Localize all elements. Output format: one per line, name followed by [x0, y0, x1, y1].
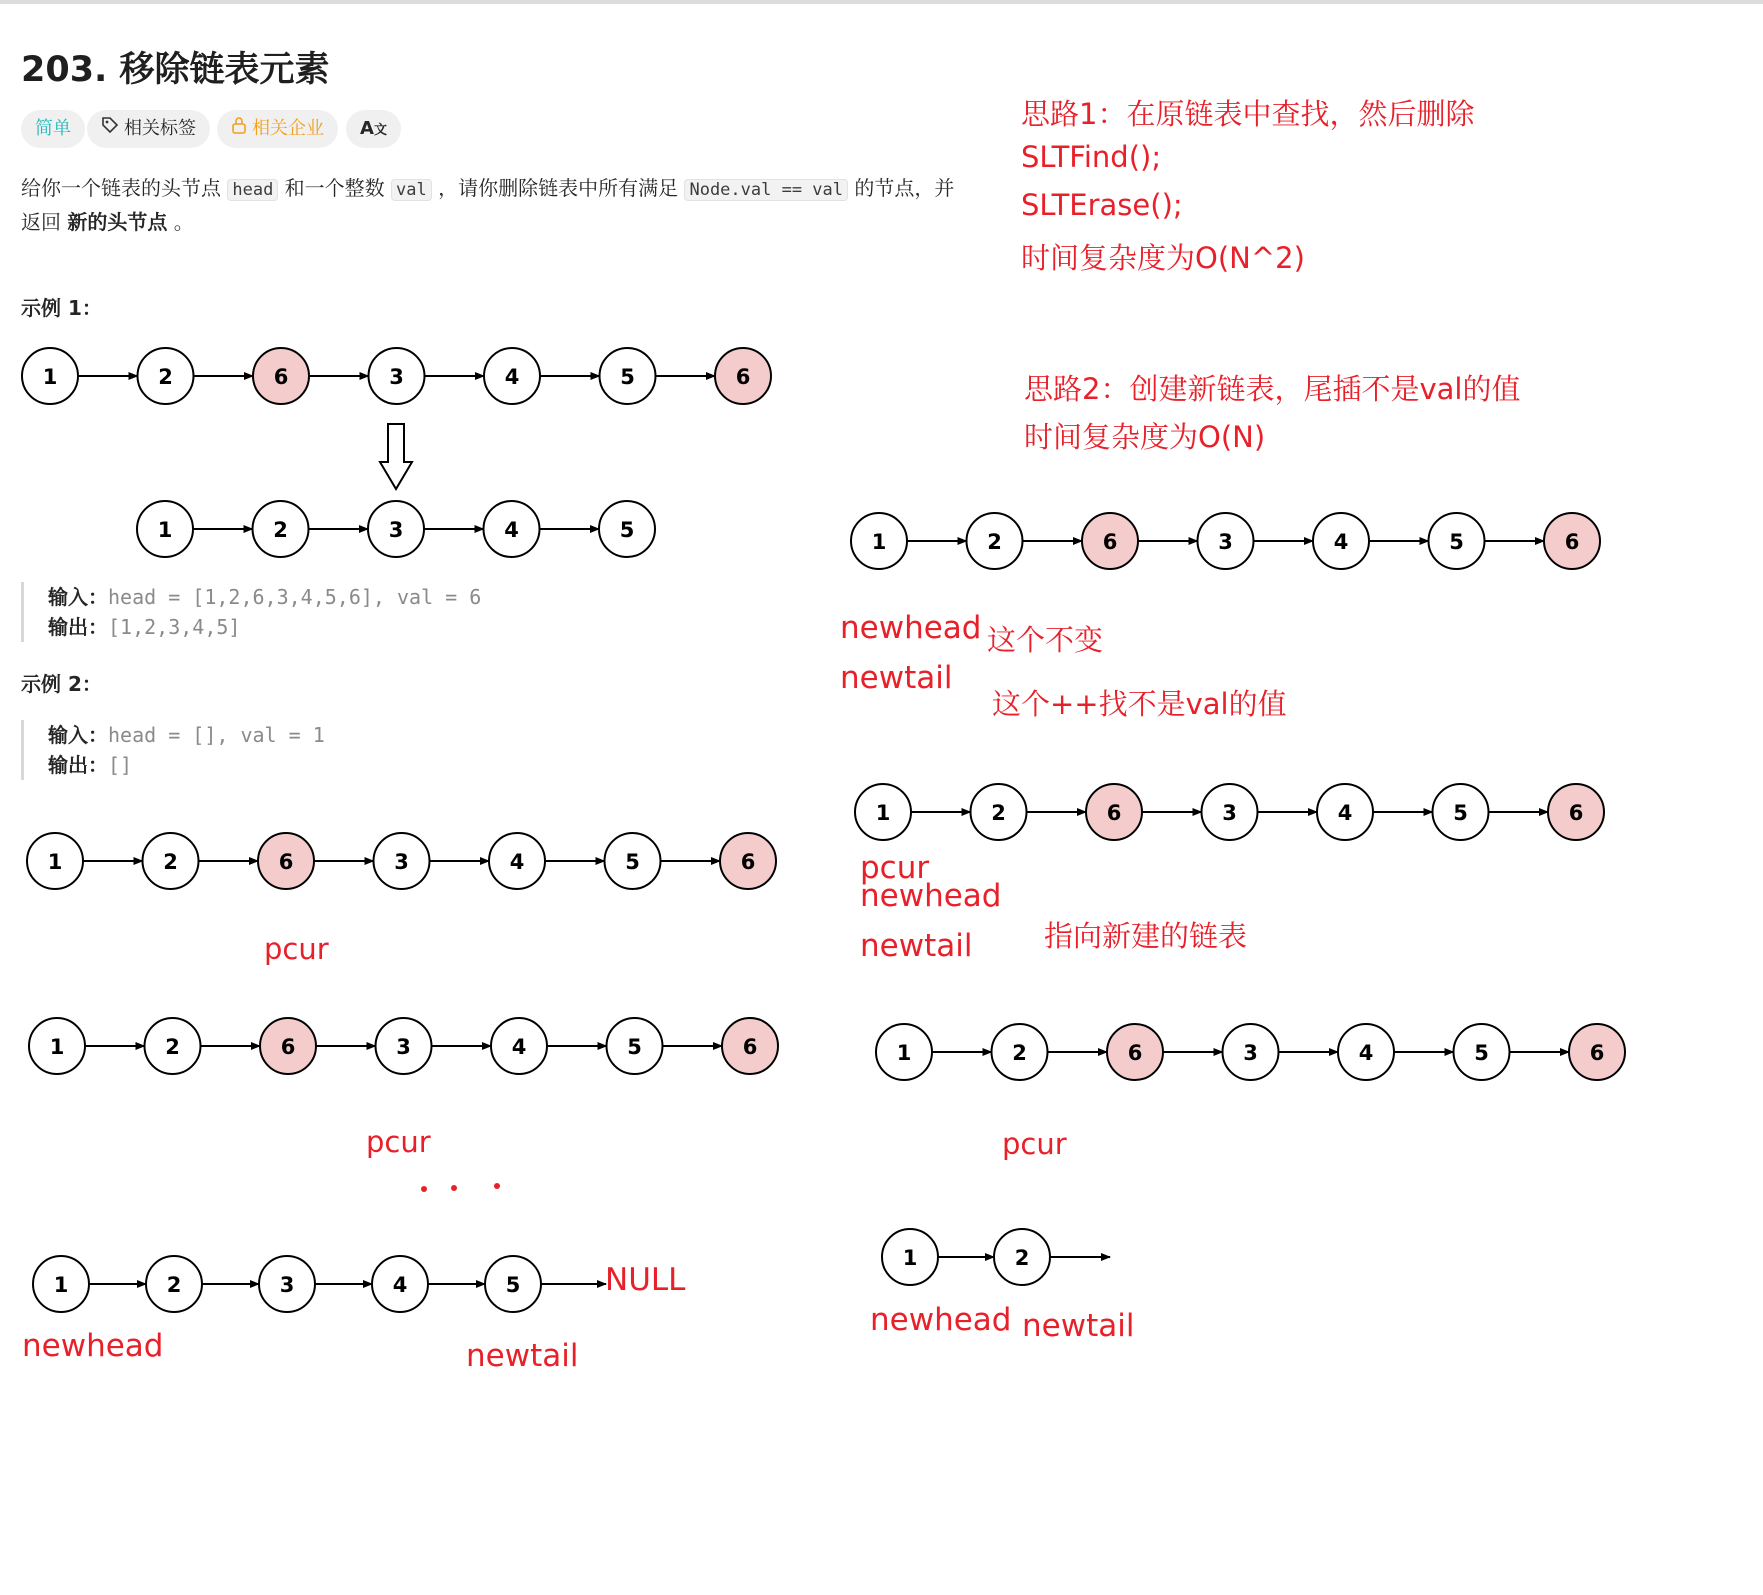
- node-value: 3: [389, 365, 404, 389]
- node-value: 1: [902, 1246, 918, 1270]
- output-label: 输出：: [48, 753, 108, 777]
- transform-down-arrow: [380, 424, 412, 489]
- node-value: 3: [1218, 530, 1233, 554]
- node-value: 5: [627, 1035, 642, 1059]
- newtail-note: 这个++找不是val的值: [992, 687, 1287, 721]
- desc-text: 的节点，并: [854, 176, 955, 200]
- newtail-label: newtail: [1022, 1308, 1135, 1344]
- node-value: 4: [504, 518, 519, 542]
- node-value: 3: [1243, 1041, 1258, 1065]
- desc-code: val: [391, 179, 432, 201]
- node-value: 6: [280, 1035, 296, 1059]
- node-value: 5: [625, 850, 640, 874]
- node-value: 6: [735, 365, 751, 389]
- node-value: 2: [273, 518, 288, 542]
- input-label: 输入：: [48, 585, 108, 609]
- node-value: 1: [896, 1041, 912, 1065]
- idea1-find: SLTFind();: [1021, 140, 1162, 174]
- newtail-label: newtail: [466, 1338, 579, 1374]
- node-value: 5: [1453, 801, 1468, 825]
- node-value: 1: [157, 518, 173, 542]
- input-label: 输入：: [48, 723, 108, 747]
- difficulty-label: 简单: [35, 118, 71, 139]
- node-value: 5: [505, 1273, 521, 1297]
- node-value: 1: [49, 1035, 65, 1059]
- idea1-erase: SLTErase();: [1021, 188, 1183, 222]
- example1-title: 示例 1：: [21, 296, 102, 320]
- idea1-complexity: 时间复杂度为O(N^2): [1021, 241, 1305, 275]
- ellipsis-dot: [451, 1185, 457, 1191]
- newhead-label: newhead: [840, 610, 982, 646]
- node-value: 5: [620, 365, 635, 389]
- newtail-label: newtail: [840, 660, 953, 696]
- node-value: 6: [740, 850, 756, 874]
- node-value: 6: [1564, 530, 1580, 554]
- desc-bold: 新的头节点: [67, 210, 168, 234]
- node-value: 3: [1222, 801, 1237, 825]
- node-value: 4: [392, 1273, 408, 1297]
- node-value: 6: [1589, 1041, 1605, 1065]
- output-value: [1,2,3,4,5]: [108, 615, 241, 639]
- node-value: 4: [504, 365, 520, 389]
- node-value: 6: [1106, 801, 1122, 825]
- node-value: 2: [158, 365, 173, 389]
- node-value: 6: [278, 850, 294, 874]
- node-value: 2: [166, 1273, 182, 1297]
- desc-text: 。: [173, 210, 194, 234]
- node-value: 1: [875, 801, 891, 825]
- node-value: 2: [1014, 1246, 1030, 1270]
- newhead-label: newhead: [860, 878, 1002, 914]
- translate-icon: A: [360, 118, 374, 139]
- idea2-title: 思路2：创建新链表，尾插不是val的值: [1024, 372, 1521, 406]
- pcur-label: pcur: [860, 850, 930, 886]
- node-value: 3: [396, 1035, 411, 1059]
- node-value: 3: [394, 850, 409, 874]
- node-value: 2: [987, 530, 1002, 554]
- node-value: 6: [742, 1035, 758, 1059]
- node-value: 3: [388, 518, 404, 542]
- desc-text: 和一个整数: [284, 176, 385, 200]
- newhead-label: newhead: [22, 1328, 164, 1364]
- node-value: 3: [279, 1273, 295, 1297]
- output-label: 输出：: [48, 615, 108, 639]
- node-value: 4: [1337, 801, 1353, 825]
- pcur-label: pcur: [366, 1125, 431, 1159]
- null-label: NULL: [605, 1262, 686, 1298]
- output-value: []: [108, 753, 133, 777]
- node-value: 1: [42, 365, 58, 389]
- input-value: head = [1,2,6,3,4,5,6], val = 6: [108, 585, 482, 609]
- node-value: 1: [53, 1273, 69, 1297]
- idea1-title: 思路1：在原链表中查找，然后删除: [1021, 97, 1475, 131]
- node-value: 1: [871, 530, 887, 554]
- node-value: 4: [1333, 530, 1349, 554]
- node-value: 1: [47, 850, 63, 874]
- example2-title: 示例 2：: [21, 672, 102, 696]
- node-value: 6: [1127, 1041, 1143, 1065]
- newhead-label: newhead: [870, 1302, 1012, 1338]
- ellipsis-dot: [421, 1186, 427, 1192]
- node-value: 5: [619, 518, 635, 542]
- node-value: 6: [1568, 801, 1584, 825]
- node-value: 2: [165, 1035, 180, 1059]
- related-companies-label: 相关企业: [252, 118, 324, 139]
- node-value: 6: [273, 365, 289, 389]
- translate-button[interactable]: A文: [346, 110, 401, 148]
- desc-text: 返回: [21, 210, 61, 234]
- ellipsis-dot: [494, 1183, 500, 1189]
- pcur-label: pcur: [1002, 1127, 1067, 1161]
- node-value: 2: [991, 801, 1006, 825]
- newtail-label: newtail: [860, 928, 973, 964]
- newhead-note: 这个不变: [987, 623, 1104, 657]
- node-value: 5: [1449, 530, 1464, 554]
- pcur-label: pcur: [264, 932, 329, 966]
- input-value: head = [], val = 1: [108, 723, 325, 747]
- idea2-complexity: 时间复杂度为O(N): [1024, 420, 1266, 454]
- node-value: 4: [511, 1035, 527, 1059]
- node-value: 6: [1102, 530, 1118, 554]
- point-new-note: 指向新建的链表: [1044, 919, 1248, 953]
- node-value: 2: [163, 850, 178, 874]
- desc-text: 给你一个链表的头节点: [21, 176, 221, 200]
- node-value: 5: [1474, 1041, 1489, 1065]
- problem-title: 203. 移除链表元素: [21, 50, 330, 90]
- desc-text: ，请你删除链表中所有满足: [438, 176, 679, 200]
- desc-code: head: [227, 179, 278, 201]
- node-value: 4: [509, 850, 525, 874]
- desc-code: Node.val == val: [684, 179, 848, 201]
- node-value: 2: [1012, 1041, 1027, 1065]
- related-tags-label: 相关标签: [124, 118, 196, 139]
- node-value: 4: [1358, 1041, 1374, 1065]
